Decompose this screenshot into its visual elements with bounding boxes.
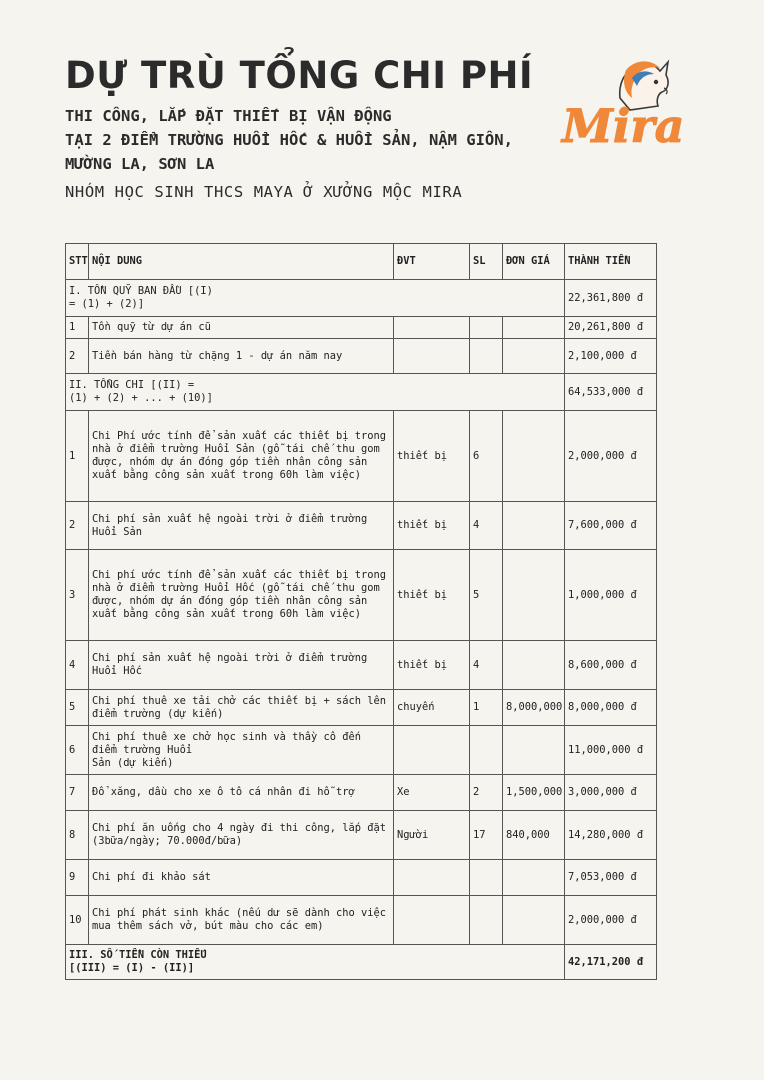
cell-unit [394,896,470,945]
cell-qty [470,896,503,945]
cell-price [503,860,565,896]
cell-total: 1,000,000 đ [565,550,657,641]
table-row [66,317,657,339]
table-row [66,339,657,374]
cell-unit: thiết bị [394,641,470,690]
cell-content: Tồn quỹ từ dự án cũ [89,317,394,339]
col-header-content: NỘI DUNG [89,244,394,280]
table-row [66,860,657,896]
cell-total: 8,600,000 đ [565,641,657,690]
cell-unit: Người [394,811,470,860]
cell-stt: 1 [66,317,89,339]
cell-content: Tiền bán hàng từ chặng 1 - dự án năm nay [89,339,394,374]
col-header-price: ĐƠN GIÁ [503,244,565,280]
cell-unit [394,317,470,339]
table-row [66,690,657,726]
cell-unit [394,860,470,896]
subtitle-line: THI CÔNG, LẮP ĐẶT THIẾT BỊ VẬN ĐỘNG [65,107,392,125]
col-header-unit: ĐVT [394,244,470,280]
subtitle [65,104,565,176]
cell-unit [394,339,470,374]
cell-price [503,550,565,641]
section-row [66,280,657,317]
cell-content: Chi Phí ước tính để sản xuất các thiết bị trong nhà ở điểm trường Huổi Sản (gỗ tái chế thu gom được, nhóm dự án đóng góp tiền nhân công sản xuất bằng công sản xuất trong 60h làm việc) [89,411,394,502]
cell-content: Chi phí đi khảo sát [89,860,394,896]
cell-unit [394,726,470,775]
table-row [66,896,657,945]
cell-qty [470,726,503,775]
cell-stt: 5 [66,690,89,726]
cell-total: 2,100,000 đ [565,339,657,374]
cell-stt: 1 [66,411,89,502]
cell-stt: 9 [66,860,89,896]
col-header-total: THÀNH TIỀN [565,244,657,280]
cell-total: 7,600,000 đ [565,502,657,550]
cell-qty [470,317,503,339]
cell-total: 2,000,000 đ [565,411,657,502]
section-label: III. SỐ TIỀN CÒN THIẾU [(III) = (I) - (II)] [66,945,565,980]
cell-price [503,317,565,339]
cell-qty: 1 [470,690,503,726]
cell-unit: thiết bị [394,502,470,550]
cell-total: 8,000,000 đ [565,690,657,726]
cell-qty: 4 [470,502,503,550]
cell-qty: 5 [470,550,503,641]
table-row [66,641,657,690]
cell-content: Chi phí sản xuất hệ ngoài trời ở điểm trường Huổi Hốc [89,641,394,690]
cell-price [503,896,565,945]
cell-price: 840,000 [503,811,565,860]
cell-price [503,339,565,374]
cell-total: 7,053,000 đ [565,860,657,896]
cell-qty: 4 [470,641,503,690]
cell-stt: 4 [66,641,89,690]
section-label: I. TỒN QUỸ BAN ĐẦU [(I) = (1) + (2)] [66,280,565,317]
cell-stt: 2 [66,339,89,374]
cell-qty [470,339,503,374]
cell-content: Đổ xăng, dầu cho xe ô tô cá nhân đi hỗ trợ [89,775,394,811]
cell-unit: thiết bị [394,550,470,641]
mira-logo [560,58,695,150]
cell-stt: 8 [66,811,89,860]
col-header-qty: SL [470,244,503,280]
table-header-row [66,244,657,280]
cell-total: 14,280,000 đ [565,811,657,860]
cell-total: 22,361,800 đ [565,280,657,317]
cell-price [503,502,565,550]
table-row [66,550,657,641]
cell-total: 3,000,000 đ [565,775,657,811]
cell-price: 8,000,000 [503,690,565,726]
cell-content: Chi phí ăn uống cho 4 ngày đi thi công, lắp đặt (3bữa/ngày; 70.000đ/bữa) [89,811,394,860]
page-title: DỰ TRÙ TỔNG CHI PHÍ [65,54,534,97]
cell-price [503,411,565,502]
cell-total: 64,533,000 đ [565,374,657,411]
cell-total: 42,171,200 đ [565,945,657,980]
cell-stt: 10 [66,896,89,945]
cell-stt: 6 [66,726,89,775]
cell-price: 1,500,000 [503,775,565,811]
cell-content: Chi phí phát sinh khác (nếu dư sẽ dành cho việc mua thêm sách vở, bút màu cho các em) [89,896,394,945]
table-row [66,811,657,860]
cell-unit: chuyến [394,690,470,726]
cell-content: Chi phí sản xuất hệ ngoài trời ở điểm trường Huổi Sản [89,502,394,550]
cell-total: 2,000,000 đ [565,896,657,945]
cell-qty [470,860,503,896]
section-row [66,945,657,980]
table-row [66,775,657,811]
table-row [66,726,657,775]
cell-content: Chi phí ước tính để sản xuất các thiết bị trong nhà ở điểm trường Huổi Hốc (gỗ tái chế thu gom được, nhóm dự án đóng góp tiền nhân công sản xuất bằng công sản xuất trong 60h làm việc) [89,550,394,641]
cell-stt: 2 [66,502,89,550]
cell-stt: 3 [66,550,89,641]
logo-text: Mira [562,99,685,150]
table-row [66,502,657,550]
cost-table [65,243,657,980]
cell-price [503,726,565,775]
cell-content: Chi phí thuê xe chở học sinh và thầy cô đến điểm trường Huổi Sản (dự kiến) [89,726,394,775]
cell-unit: Xe [394,775,470,811]
table-row [66,411,657,502]
group-name: NHÓM HỌC SINH THCS MAYA Ở XƯỞNG MỘC MIRA [65,183,463,201]
subtitle-line: TẠI 2 ĐIỂM TRƯỜNG HUỔI HỐC & HUỔI SẢN, NẬM GIÔN, [65,131,513,149]
cell-qty: 2 [470,775,503,811]
cell-qty: 6 [470,411,503,502]
cell-total: 11,000,000 đ [565,726,657,775]
cell-stt: 7 [66,775,89,811]
cell-price [503,641,565,690]
section-row [66,374,657,411]
cell-qty: 17 [470,811,503,860]
cell-unit: thiết bị [394,411,470,502]
col-header-stt: STT [66,244,89,280]
subtitle-line: MƯỜNG LA, SƠN LA [65,155,215,173]
section-label: II. TỔNG CHI [(II) = (1) + (2) + ... + (10)] [66,374,565,411]
cell-content: Chi phí thuê xe tải chở các thiết bị + sách lên điểm trường (dự kiến) [89,690,394,726]
cell-total: 20,261,800 đ [565,317,657,339]
